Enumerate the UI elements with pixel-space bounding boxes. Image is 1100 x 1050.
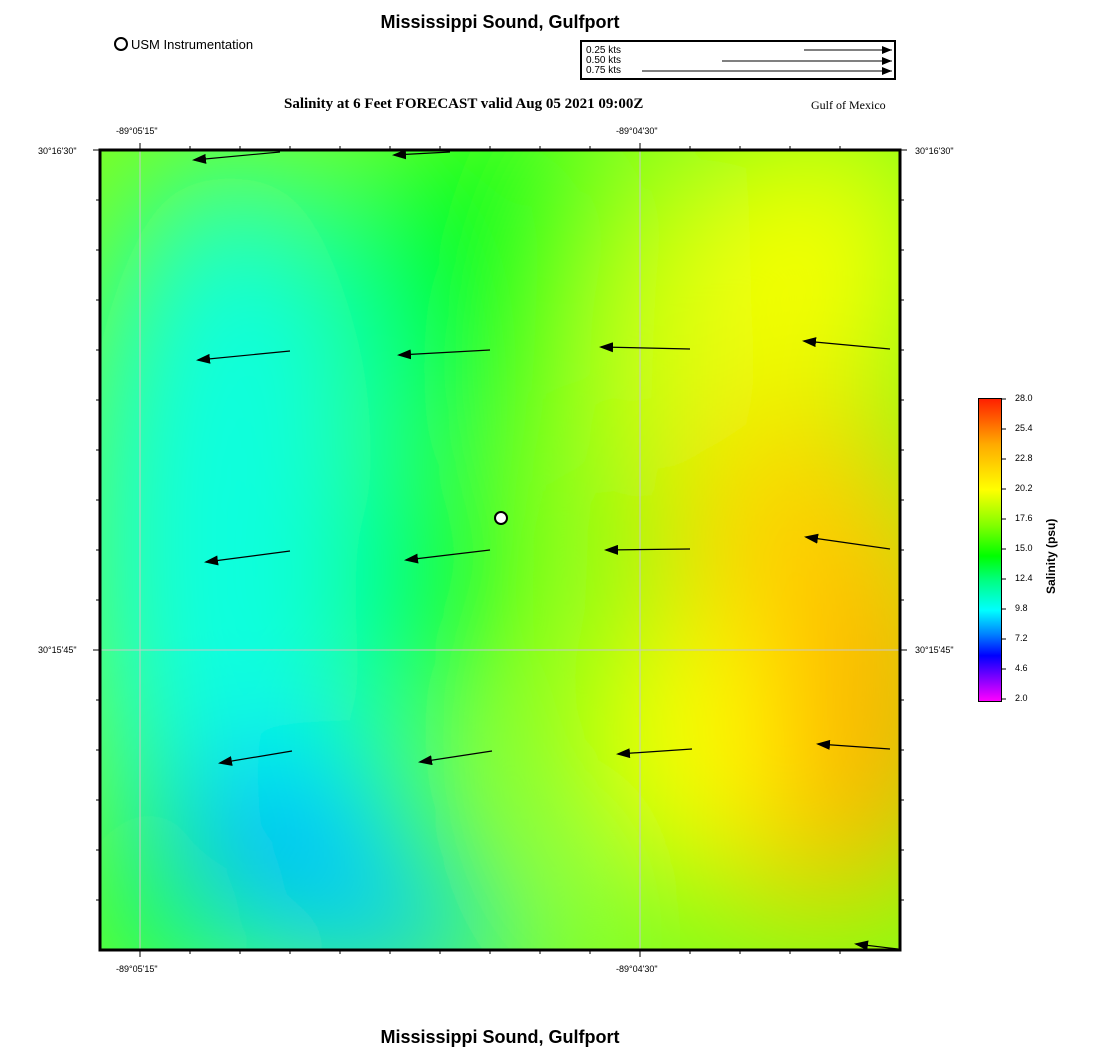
- forecast-subtitle: Salinity at 6 Feet FORECAST valid Aug 05 2021 09:00Z: [284, 96, 644, 112]
- map-title: Mississippi Sound, Gulfport: [380, 12, 620, 32]
- colorbar-tick: 9.8: [1015, 603, 1028, 613]
- colorbar-tick: 15.0: [1015, 543, 1033, 553]
- marker-legend-label: USM Instrumentation: [131, 37, 254, 52]
- colorbar-tick: 12.4: [1015, 573, 1033, 583]
- lon-tick-bottom-2: -89°04'30": [616, 964, 658, 974]
- marker-legend: [114, 37, 253, 52]
- vector-scale-legend: [580, 40, 896, 80]
- colorbar-tick: 4.6: [1015, 663, 1028, 673]
- scale-label-050: 0.50 kts: [586, 55, 622, 66]
- region-label: Gulf of Mexico: [811, 98, 886, 112]
- colorbar-tick: 22.8: [1015, 453, 1033, 463]
- usm-station-marker[interactable]: [495, 512, 507, 524]
- lon-tick-top-2: -89°04'30": [616, 126, 658, 136]
- station-marker-icon: [114, 37, 128, 51]
- map-footer-title: Mississippi Sound, Gulfport: [380, 1027, 620, 1047]
- colorbar-tick: 20.2: [1015, 483, 1033, 493]
- colorbar-tick-labels: [1001, 393, 1041, 703]
- lat-tick-right-1: 30°16'30": [915, 146, 954, 156]
- salinity-map[interactable]: [90, 140, 912, 960]
- colorbar-tick: 7.2: [1015, 633, 1028, 643]
- lat-tick-left-2: 30°15'45": [38, 645, 77, 655]
- colorbar-tick: 17.6: [1015, 513, 1033, 523]
- scale-label-075: 0.75 kts: [586, 65, 622, 76]
- scale-label-025: 0.25 kts: [586, 45, 622, 56]
- colorbar-tick: 28.0: [1015, 393, 1033, 403]
- lat-tick-right-2: 30°15'45": [915, 645, 954, 655]
- lat-tick-left-1: 30°16'30": [38, 146, 77, 156]
- lon-tick-top-1: -89°05'15": [116, 126, 158, 136]
- colorbar-tick: 2.0: [1015, 693, 1028, 703]
- scale-arrows: [582, 42, 894, 78]
- colorbar-tick: 25.4: [1015, 423, 1033, 433]
- salinity-field: [90, 140, 912, 960]
- lon-tick-bottom-1: -89°05'15": [116, 964, 158, 974]
- colorbar-title: Salinity (psu): [1044, 518, 1058, 594]
- salinity-colorbar: [978, 398, 1002, 702]
